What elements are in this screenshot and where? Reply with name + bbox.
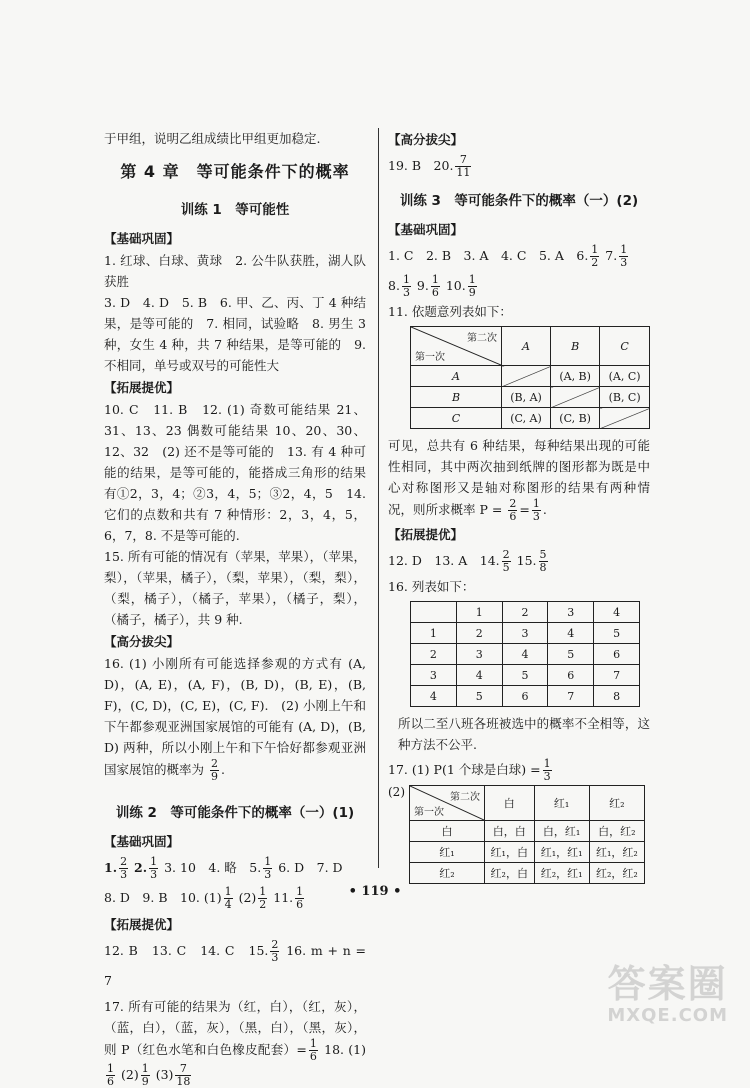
fraction: $\frac{1}{3}$	[150, 855, 158, 881]
table-row: 3 4 5 6 7	[411, 665, 640, 686]
answer-line: 3. D 4. D 5. B 6. 甲、乙、丙、丁 4 种结果，是等可能的 7. 相同，试验略 8. 男生 3 种，女生 4 种，共 7 种结果，是等可能的 9. 不相同，单号或双号的可能性大	[104, 295, 366, 373]
table-row: C (C, A) (C, B)	[411, 408, 650, 429]
left-column	[104, 128, 366, 1088]
watermark-logo: 答案圈 MXQE.COM	[607, 962, 728, 1026]
fraction: $\frac{1}{3}$	[264, 855, 272, 881]
answer-line: 10. C 11. B 12. (1) 奇数可能结果 21、31、13、23 偶数可能结果 10、20、30、12、32 (2) 还不是等可能的 13. 有 4 种可能的结果，是等可能的，能搭成三角形的结果有①2，3，4；②3，4，5；③2，4，5 14. 它们的点数和共有 7 种情形：2，3，4，5，6，7，8. 不是等可能的.	[104, 402, 366, 543]
continuation-text: 于甲组，说明乙组成绩比甲组更加稳定.	[104, 131, 321, 146]
table-sum: 1 2 3 4 1 2 3 4 5 2 3 4 5 6 3 4 5 6 7 4 5 6 7 8	[410, 601, 640, 707]
section-title-1: 训练 1 等可能性	[180, 202, 290, 218]
table-header-cell: A	[502, 327, 551, 366]
answer-line: 16. 列表如下：	[388, 579, 475, 594]
fraction: $\frac{2}{6}$	[509, 497, 517, 523]
tag-advanced: 【高分拔尖】	[104, 634, 180, 649]
fraction: $\frac{2}{3}$	[271, 938, 279, 964]
answer-line: 8. D 9. B 10. (1) $\frac{1}{4}$ (2) $\frac{1}{2}$ 11. $\frac{1}{6}$	[104, 885, 304, 911]
tag-basic: 【基础巩固】	[104, 231, 180, 246]
fraction: $\frac{1}{3}$	[543, 757, 551, 783]
answer-line: 15. 所有可能的情况有（苹果，苹果），（苹果，梨），（苹果，橘子），（梨，苹果），（梨，梨），（梨，橘子），（橘子，苹果），（橘子，梨），（橘子，橘子），共 9 种.	[104, 549, 366, 627]
table-row: 红₂ 红₂，白 红₂，红₁ 红₂，红₂	[410, 863, 645, 884]
table-row: 白 白，白 白，红₁ 白，红₂	[410, 821, 645, 842]
table-row: 2 3 4 5 6	[411, 644, 640, 665]
chapter-title: 第 4 章 等可能条件下的概率	[120, 162, 350, 181]
table-corner-cell: 第二次 第一次	[411, 327, 502, 366]
tag-extend: 【拓展提优】	[388, 527, 464, 542]
fraction: $\frac{2}{5}$	[502, 548, 510, 574]
fraction: $\frac{5}{8}$	[539, 548, 547, 574]
table-row: 1 2 3 4 5	[411, 623, 640, 644]
fraction: $\frac{1}{6}$	[296, 885, 304, 911]
answer-line: 可见，总共有 6 种结果，每种结果出现的可能性相同，其中两次抽到纸牌的图形都为既是中心对称图形又是轴对称图形的结果有两种情况，则所求概率 P = $\frac{2}{6}$ = $\frac{1}{3}$ .	[388, 438, 650, 523]
tag-extend: 【拓展提优】	[104, 917, 180, 932]
answer-line: 12. D 13. A 14. $\frac{2}{5}$ 15. $\frac{5}{8}$	[388, 548, 547, 574]
table-balls: 第二次 第一次 白 红₁ 红₂ 白 白，白 白，红₁ 白，红₂ 红₁ 红₁，白 红₁，红₁ 红₁，红₂ 红₂ 红₂，白 红₂，红₁ 红₂，红₂	[409, 785, 645, 884]
fraction: $\frac{2}{9}$	[211, 757, 218, 783]
tag-advanced: 【高分拔尖】	[388, 132, 464, 147]
table-row: B (B, A) (B, C)	[411, 387, 650, 408]
answer-line: 17. (1) P(1 个球是白球) = $\frac{1}{3}$	[388, 757, 551, 783]
fraction: $\frac{1}{6}$	[431, 273, 439, 299]
fraction: $\frac{1}{2}$	[259, 885, 267, 911]
answer-line: 17. 所有可能的结果为（红，白），（红，灰），（蓝，白），（蓝，灰），（黑，白），（黑，灰），则 P（红色水笔和白色橡皮配套）= $\frac{1}{6}$ 18. (1) $\frac{1}{6}$ (2) $\frac{1}{9}$ (3) $\frac{7}{18}$	[104, 999, 367, 1088]
answer-line: 11. 依题意列表如下：	[388, 304, 512, 319]
fraction: $\frac{2}{3}$	[120, 855, 128, 881]
fraction: $\frac{7}{11}$	[456, 153, 471, 179]
table-row: 4 5 6 7 8	[411, 686, 640, 707]
table-header-cell: B	[551, 327, 600, 366]
fraction: $\frac{1}{9}$	[141, 1062, 149, 1088]
fraction: $\frac{1}{6}$	[107, 1062, 114, 1088]
table-row: A (A, B) (A, C)	[411, 366, 650, 387]
section-title-2: 训练 2 等可能条件下的概率（一）(1)	[115, 805, 355, 821]
answer-line: 1. C 2. B 3. A 4. C 5. A 6. $\frac{1}{2}$ 7. $\frac{1}{3}$	[388, 243, 628, 269]
table-header-cell: C	[600, 327, 650, 366]
table-card-draws	[410, 326, 650, 429]
answer-line: 1. 红球、白球、黄球 2. 公牛队获胜，湖人队获胜	[104, 253, 366, 289]
answer-line: 19. B 20. $\frac{7}{11}$	[388, 153, 471, 179]
fraction: $\frac{1}{3}$	[402, 273, 410, 299]
right-column	[388, 128, 650, 890]
q17-part2: (2) 第二次 第一次 白 红₁ 红₂ 白 白，白 白，红₁ 白，红₂ 红₁ 红₁，白 红₁，红₁ 红₁，红₂ 红₂ 红₂，白 红₂，红₁ 红₂，红₂	[388, 785, 650, 890]
fraction: $\frac{1}{2}$	[591, 243, 599, 269]
answer-line: 8. $\frac{1}{3}$ 9. $\frac{1}{6}$ 10. $\frac{1}{9}$	[388, 273, 476, 299]
column-divider	[378, 128, 379, 868]
fraction: $\frac{1}{9}$	[468, 273, 476, 299]
tag-extend: 【拓展提优】	[104, 380, 180, 395]
answer-line: 16. (1) 小刚所有可能选择参观的方式有 (A, D)，(A, E)，(A, F)，(B, D)，(B, E)，(B, F)，(C, D)，(C, E)，(C, F). (2) 小刚上午和下午都参观亚洲国家展馆的可能有 (A, D)，(B, D) 两种，所以小刚上午和下午恰好都参观亚洲国家展馆的概率为 $\frac{2}{9}$ .	[104, 656, 366, 783]
answer-line: 1. $\frac{2}{3}$ 2. $\frac{1}{3}$ 3. 10 4. 略 5. $\frac{1}{3}$ 6. D 7. D	[104, 855, 343, 881]
fraction: $\frac{1}{3}$	[620, 243, 628, 269]
page-number: • 119 •	[348, 884, 402, 899]
fraction: $\frac{1}{4}$	[224, 885, 232, 911]
section-title-3: 训练 3 等可能条件下的概率（一）(2)	[399, 193, 639, 209]
tag-basic: 【基础巩固】	[104, 834, 180, 849]
table-corner-cell: 第二次 第一次	[410, 786, 485, 821]
fraction: $\frac{7}{18}$	[176, 1062, 191, 1088]
fraction: $\frac{1}{3}$	[532, 497, 540, 523]
table-row: 红₁ 红₁，白 红₁，红₁ 红₁，红₂	[410, 842, 645, 863]
answer-line: 12. B 13. C 14. C 15. $\frac{2}{3}$ 16. m + n = 7	[104, 938, 366, 988]
answer-line: 所以二至八班各班被选中的概率不全相等，这种方法不公平.	[398, 716, 650, 752]
tag-basic: 【基础巩固】	[388, 222, 464, 237]
fraction: $\frac{1}{6}$	[309, 1037, 317, 1063]
